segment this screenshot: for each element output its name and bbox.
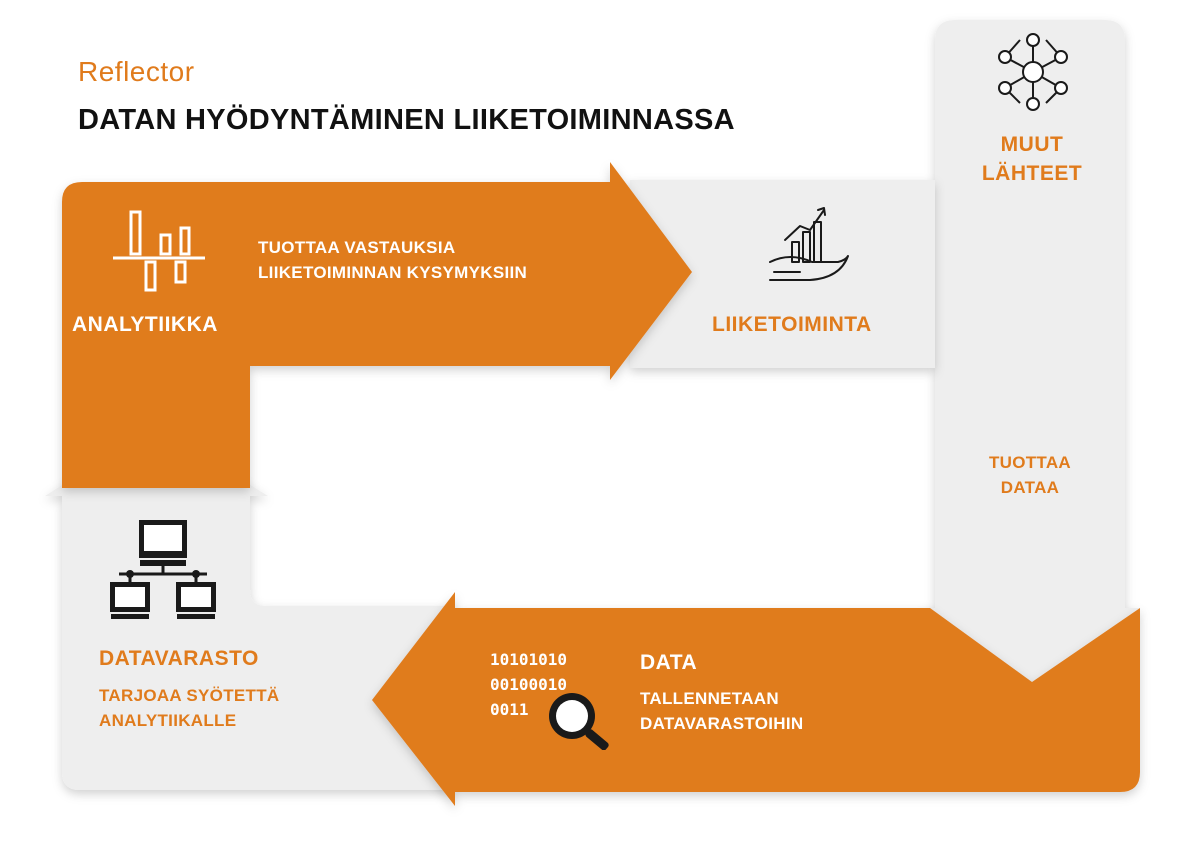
analytiikka-label: ANALYTIIKKA bbox=[72, 313, 218, 336]
data-label: DATA bbox=[640, 651, 698, 674]
tuottaa-dataa-line: TUOTTAA bbox=[988, 453, 1072, 472]
muut-lahteet-down-arrow bbox=[922, 20, 1140, 682]
data-description-line: DATAVARASTOIHIN bbox=[640, 714, 804, 733]
muut-lahteet-label-line: MUUT bbox=[1000, 133, 1064, 156]
tuottaa-dataa-description bbox=[960, 450, 1100, 500]
datavarasto-label: DATAVARASTO bbox=[99, 647, 259, 670]
datavarasto-description-line: TARJOAA SYÖTETTÄ bbox=[99, 686, 280, 705]
data-description-line: TALLENNETAAN bbox=[640, 689, 779, 708]
analytiikka-description-line: TUOTTAA VASTAUKSIA bbox=[258, 238, 456, 257]
liiketoiminta-label: LIIKETOIMINTA bbox=[712, 313, 872, 336]
magnifier-icon bbox=[540, 688, 620, 750]
tuottaa-dataa-line: DATAA bbox=[1000, 478, 1060, 497]
binary-line: 00100010 bbox=[490, 675, 568, 694]
analytiikka-description bbox=[258, 235, 527, 285]
binary-line: 0011 bbox=[490, 700, 529, 719]
data-description bbox=[640, 686, 803, 736]
analytiikka-description-line: LIIKETOIMINNAN KYSYMYKSIIN bbox=[258, 263, 528, 282]
muut-lahteet-label-line: LÄHTEET bbox=[981, 162, 1083, 185]
muut-lahteet-label bbox=[972, 130, 1092, 188]
datavarasto-description-line: ANALYTIIKALLE bbox=[99, 711, 237, 730]
page-title: DATAN HYÖDYNTÄMINEN LIIKETOIMINNASSA bbox=[78, 104, 735, 136]
brand-name: Reflector bbox=[78, 56, 195, 87]
datavarasto-description bbox=[99, 683, 279, 733]
binary-line: 10101010 bbox=[490, 650, 568, 669]
